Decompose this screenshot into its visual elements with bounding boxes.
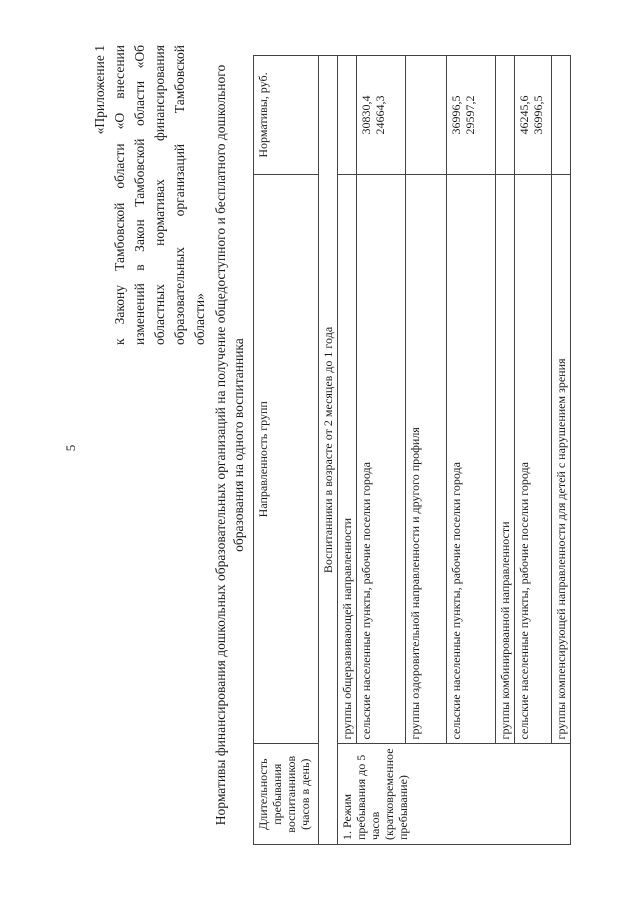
row-value: 46245,6 36996,5 bbox=[515, 56, 552, 175]
row-value: 30830,4 24664,3 bbox=[357, 56, 406, 175]
table-row bbox=[357, 56, 406, 845]
header-direction: Направленность групп bbox=[254, 175, 319, 744]
age-section-row bbox=[319, 56, 338, 845]
table-header-row bbox=[254, 56, 319, 845]
age-section-label: Воспитанники в возрасте от 2 месяцев до 1 года bbox=[319, 56, 338, 845]
appendix-body: к Закону Тамбовской области «О внесении изменений в Закон Тамбовской области «Об областных нормативах финансирования образовательных организаций Тамбовской области» bbox=[112, 45, 207, 345]
appendix-title: «Приложение 1 bbox=[92, 45, 107, 135]
table-row bbox=[406, 56, 447, 845]
row-label: сельские населенные пункты, рабочие поселки города bbox=[447, 175, 496, 744]
header-duration: Длительность пребывания воспитанников (часов в день) bbox=[254, 744, 319, 845]
appendix-caption bbox=[90, 45, 210, 345]
row-label: сельские населенные пункты, рабочие поселки города bbox=[357, 175, 406, 744]
table-row bbox=[496, 56, 515, 845]
table-row bbox=[338, 56, 357, 845]
row-label: сельские населенные пункты, рабочие поселки города bbox=[515, 175, 552, 744]
row-label: группы комбинированной направленности bbox=[496, 175, 515, 744]
table-row bbox=[515, 56, 552, 845]
table-row bbox=[552, 56, 571, 845]
norms-table bbox=[253, 55, 571, 845]
header-norm: Нормативы, руб. bbox=[254, 56, 319, 175]
row-value bbox=[552, 56, 571, 175]
document-heading: Нормативы финансирования дошкольных образовательных организаций на получение общедоступного и бесплатного дошкольного образования на одного воспитанника bbox=[213, 64, 246, 826]
row-label: группы компенсирующей направленности для детей с нарушением зрения bbox=[552, 175, 571, 744]
row-value bbox=[406, 56, 447, 175]
row-value: 36996,5 29597,2 bbox=[447, 56, 496, 175]
row-value bbox=[338, 56, 357, 175]
duration-mode-cell: 1. Режим пребывания до 5 часов (кратковременное пребывание) bbox=[338, 744, 571, 845]
row-label: группы оздоровительной направленности и другого профиля bbox=[406, 175, 447, 744]
table-row bbox=[447, 56, 496, 845]
row-label: группы общеразвивающей направленности bbox=[338, 175, 357, 744]
page-number: 5 bbox=[63, 444, 78, 452]
row-value bbox=[496, 56, 515, 175]
